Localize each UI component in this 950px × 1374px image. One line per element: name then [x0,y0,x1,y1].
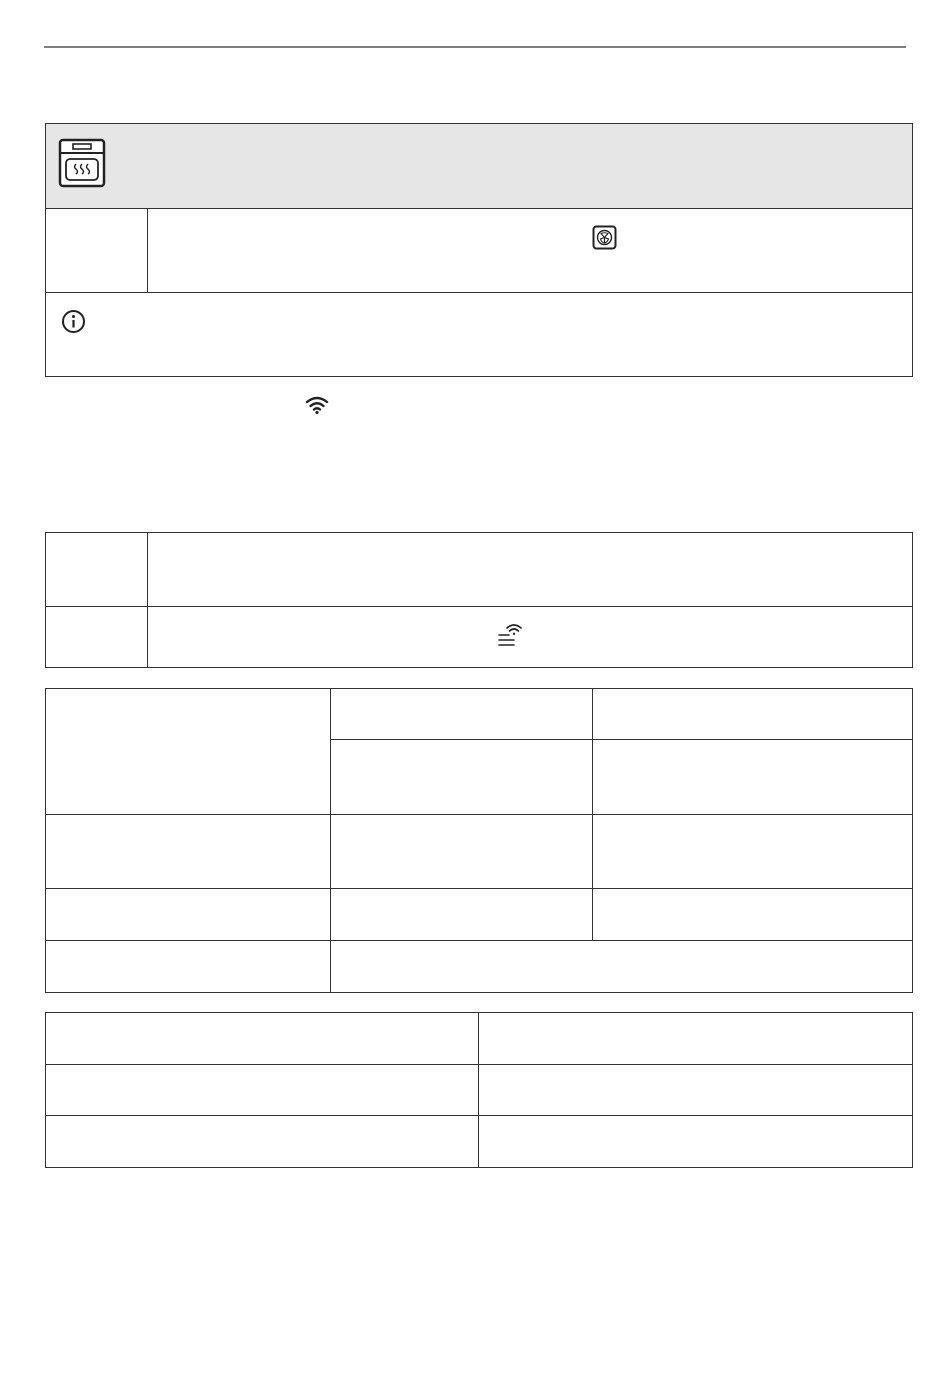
table-wifi-settings [45,532,913,668]
row-divider [330,739,912,740]
table-three-column [45,688,913,993]
header-rule [44,46,906,48]
row-divider [46,606,912,607]
table-row-note [46,293,912,376]
column-divider [147,209,148,293]
oven-steam-icon [58,138,106,188]
wifi-settings-icon [497,621,523,649]
table-header-row [46,124,912,209]
column-divider [478,1013,479,1167]
row-divider [46,1064,912,1065]
info-icon [61,309,86,334]
fan-function-icon [592,225,617,250]
wifi-icon [305,395,329,415]
table-row [46,209,912,293]
row-divider [46,888,912,889]
table-oven-function [45,123,913,377]
column-divider [147,533,148,667]
column-divider [330,689,331,992]
row-divider [46,1115,912,1116]
row-divider [46,814,912,815]
table-two-column [45,1012,913,1168]
row-divider [46,940,912,941]
